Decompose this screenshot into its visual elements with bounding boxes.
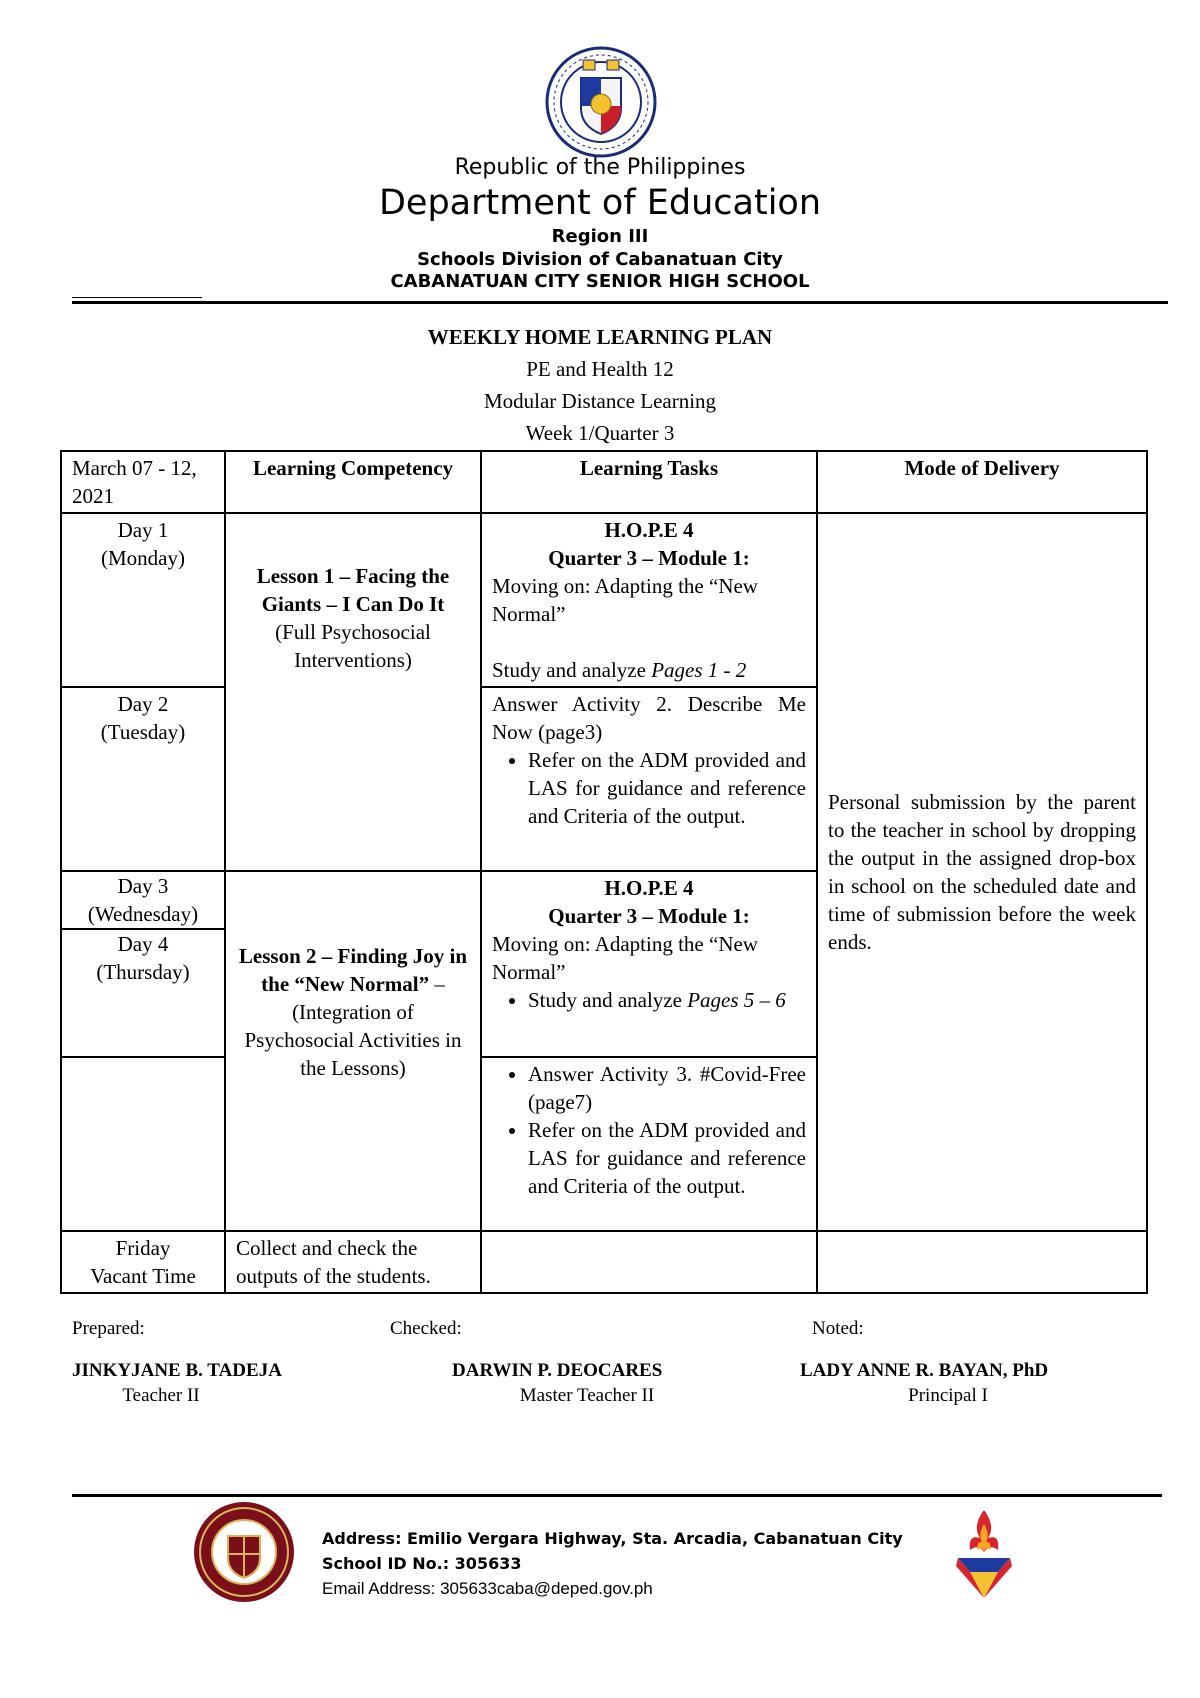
plan-title: WEEKLY HOME LEARNING PLAN bbox=[427, 325, 773, 349]
block4-bullet1: • Answer Activity 3. #Covid-Free (page7) bbox=[528, 1060, 806, 1116]
day3-day4-cell bbox=[61, 871, 225, 1057]
learning-plan-table bbox=[60, 450, 1148, 1294]
day1-weekday: (Monday) bbox=[101, 546, 185, 570]
day3-day4-spacer bbox=[61, 1057, 225, 1231]
checked-label: Checked: bbox=[390, 1318, 462, 1339]
day3-weekday: (Wednesday) bbox=[87, 902, 199, 926]
block3-study: • Study and analyze Pages 5 – 6 bbox=[528, 986, 806, 1014]
friday-weekday: Vacant Time bbox=[90, 1264, 196, 1288]
header-rule-thin bbox=[72, 297, 202, 298]
day1-cell bbox=[61, 513, 225, 687]
lesson1-title: Lesson 1 – Facing the Giants – I Can Do It bbox=[256, 564, 450, 616]
checked-title: Master Teacher II bbox=[519, 1385, 655, 1406]
header-republic: Republic of the Philippines bbox=[454, 155, 746, 180]
header-rule bbox=[72, 301, 1168, 304]
block3-heading2: Quarter 3 – Module 1: bbox=[548, 904, 750, 928]
block2-list bbox=[492, 746, 806, 830]
lesson1-cell bbox=[225, 513, 481, 871]
header-competency: Learning Competency bbox=[225, 451, 481, 513]
block2-activity: Answer Activity 2. Describe Me Now (page3) bbox=[492, 692, 806, 744]
block1-study: Study and analyze Pages 1 - 2 bbox=[492, 658, 747, 682]
friday-tasks bbox=[481, 1231, 817, 1293]
footer-school-id: School ID No.: 305633 bbox=[322, 1554, 522, 1573]
plan-modality: Modular Distance Learning bbox=[483, 389, 717, 413]
header-tasks: Learning Tasks bbox=[481, 451, 817, 513]
noted-name: LADY ANNE R. BAYAN, PhD bbox=[800, 1360, 1049, 1381]
delivery-text: Personal submission by the parent to the teacher in school by dropping the output in the assigned drop-box in school on the scheduled date and time of submission before the week ends. bbox=[828, 790, 1136, 954]
day3-block bbox=[62, 872, 224, 930]
block1-heading1: H.O.P.E 4 bbox=[604, 518, 694, 542]
flame-logo-icon bbox=[952, 1506, 1016, 1602]
school-seal-icon bbox=[192, 1500, 296, 1604]
day4-weekday: (Thursday) bbox=[96, 960, 190, 984]
header-delivery: Mode of Delivery bbox=[817, 451, 1147, 513]
tasks-block2 bbox=[481, 687, 817, 871]
day1-label: Day 1 bbox=[117, 518, 169, 542]
block3-list bbox=[492, 986, 806, 1014]
prepared-label: Prepared: bbox=[72, 1318, 145, 1339]
day2-cell bbox=[61, 687, 225, 871]
header-date: March 07 - 12, 2021 bbox=[61, 451, 225, 513]
header-department: Department of Education bbox=[378, 183, 822, 223]
tasks-block4 bbox=[481, 1057, 817, 1231]
lesson2-text: Lesson 2 – Finding Joy in the “New Normal” – (Integration of Psychosocial Activities in the Lessons) bbox=[238, 944, 468, 1080]
block2-bullet: • Refer on the ADM provided and LAS for guidance and reference and Criteria of the output. bbox=[528, 746, 806, 830]
friday-label: Friday bbox=[115, 1236, 171, 1260]
day2-weekday: (Tuesday) bbox=[100, 720, 186, 744]
block4-bullet2: • Refer on the ADM provided and LAS for guidance and reference and Criteria of the output. bbox=[528, 1116, 806, 1200]
header-school: CABANATUAN CITY SENIOR HIGH SCHOOL bbox=[390, 271, 810, 292]
day2-label: Day 2 bbox=[117, 692, 169, 716]
header-region: Region III bbox=[551, 226, 649, 247]
noted-label: Noted: bbox=[812, 1318, 864, 1339]
block3-topic: Moving on: Adapting the “New Normal” bbox=[492, 932, 758, 984]
checked-name: DARWIN P. DEOCARES bbox=[452, 1360, 663, 1381]
plan-subject: PE and Health 12 bbox=[526, 357, 674, 381]
footer-rule bbox=[72, 1494, 1162, 1497]
lesson1-note: (Full Psychosocial Interventions) bbox=[275, 620, 431, 672]
day3-label: Day 3 bbox=[117, 874, 169, 898]
block3-heading1: H.O.P.E 4 bbox=[604, 876, 694, 900]
tasks-block3 bbox=[481, 871, 817, 1057]
day4-block bbox=[62, 930, 224, 986]
day4-label: Day 4 bbox=[117, 932, 169, 956]
friday-cell bbox=[61, 1231, 225, 1293]
block1-heading2: Quarter 3 – Module 1: bbox=[548, 546, 750, 570]
delivery-cell bbox=[817, 513, 1147, 1231]
prepared-title: Teacher II bbox=[122, 1385, 200, 1406]
friday-competency: Collect and check the outputs of the students. bbox=[225, 1231, 481, 1293]
friday-delivery bbox=[817, 1231, 1147, 1293]
plan-week: Week 1/Quarter 3 bbox=[525, 421, 675, 445]
tasks-block1 bbox=[481, 513, 817, 687]
block1-topic: Moving on: Adapting the “New Normal” bbox=[492, 574, 758, 626]
deped-seal-icon bbox=[545, 46, 657, 158]
footer-email: Email Address: 305633caba@deped.gov.ph bbox=[322, 1579, 653, 1598]
prepared-name: JINKYJANE B. TADEJA bbox=[72, 1360, 282, 1381]
lesson2-cell bbox=[225, 871, 481, 1231]
footer-address: Address: Emilio Vergara Highway, Sta. Arcadia, Cabanatuan City bbox=[322, 1529, 903, 1548]
header-division: Schools Division of Cabanatuan City bbox=[417, 249, 783, 270]
block4-list bbox=[492, 1060, 806, 1200]
noted-title: Principal I bbox=[908, 1385, 988, 1406]
